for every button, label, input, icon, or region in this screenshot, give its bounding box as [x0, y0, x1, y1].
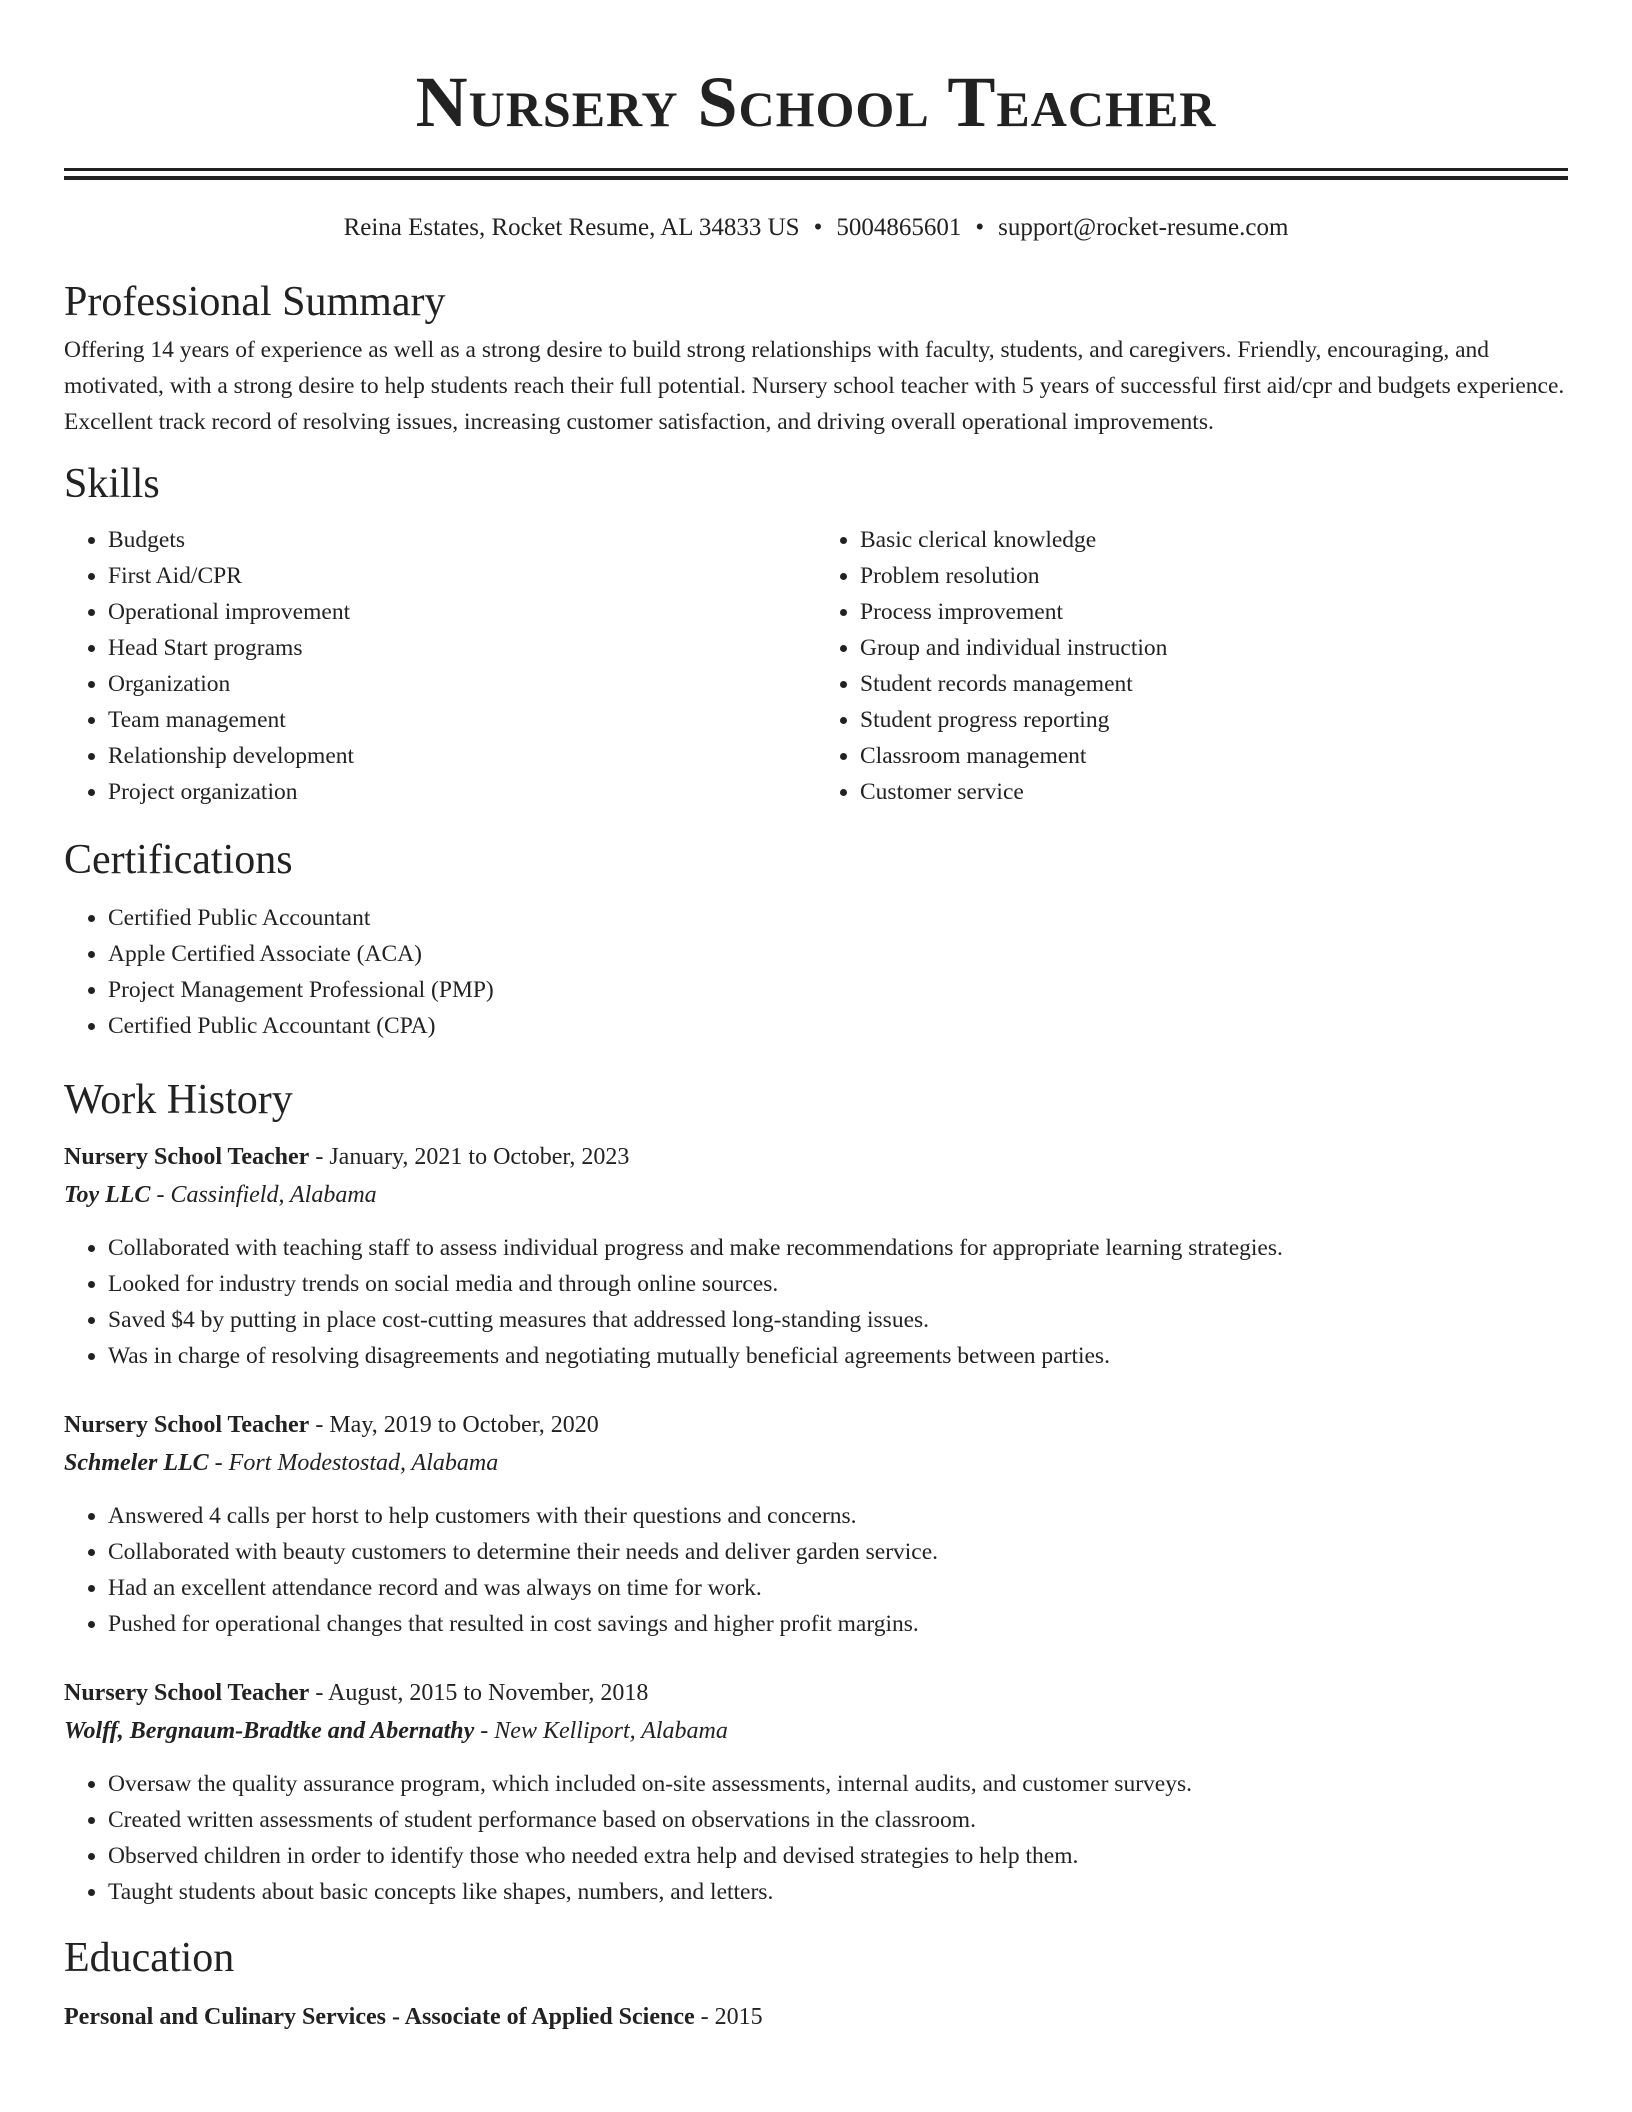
- job-entry: [64, 1674, 1568, 1910]
- job-bullets: [64, 1230, 1568, 1374]
- job-bullet: • Observed children in order to identify those who needed extra help and devised strategies to help them.: [108, 1838, 1568, 1874]
- job-entry: [64, 1406, 1568, 1642]
- company-location: New Kelliport, Alabama: [494, 1718, 728, 1744]
- summary-section: [64, 276, 1568, 440]
- skill-item: • Operational improvement: [108, 594, 816, 630]
- skill-item: • Customer service: [860, 774, 1568, 810]
- job-bullet: • Collaborated with teaching staff to assess individual progress and make recommendations for appropriate learning strategies.: [108, 1230, 1568, 1266]
- company-separator: -: [208, 1450, 229, 1476]
- job-title: Nursery School Teacher: [64, 1144, 310, 1170]
- education-separator: -: [386, 2004, 405, 2030]
- job-bullets: [64, 1766, 1568, 1910]
- company-line: [64, 1444, 1568, 1482]
- company-separator: -: [474, 1718, 495, 1744]
- skill-item: • Student records management: [860, 666, 1568, 702]
- job-entry: [64, 1138, 1568, 1374]
- job-separator: -: [309, 1412, 330, 1438]
- skill-item: • Relationship development: [108, 738, 816, 774]
- certifications-section: [64, 834, 1568, 1044]
- skills-heading: Skills: [64, 461, 160, 507]
- company-name: Toy LLC: [64, 1182, 151, 1208]
- job-title-line: [64, 1138, 1568, 1176]
- contact-separator: •: [813, 214, 823, 241]
- education-year: 2015: [714, 2004, 763, 2030]
- certifications-list: [64, 900, 1568, 1044]
- job-bullet: • Had an excellent attendance record and was always on time for work.: [108, 1570, 1568, 1606]
- job-bullet: • Saved $4 by putting in place cost-cutting measures that addressed long-standing issues.: [108, 1302, 1568, 1338]
- job-bullet: • Taught students about basic concepts like shapes, numbers, and letters.: [108, 1874, 1568, 1910]
- skills-list-left: [64, 522, 816, 810]
- job-bullet: • Was in charge of resolving disagreements and negotiating mutually beneficial agreements between parties.: [108, 1338, 1568, 1374]
- job-title-line: [64, 1406, 1568, 1444]
- education-degree: Associate of Applied Science: [404, 2004, 695, 2030]
- certification-item: • Certified Public Accountant: [108, 900, 1568, 936]
- job-bullets: [64, 1498, 1568, 1642]
- job-bullet: • Looked for industry trends on social media and through online sources.: [108, 1266, 1568, 1302]
- work-history-section: [64, 1074, 1568, 1910]
- skill-item: • Problem resolution: [860, 558, 1568, 594]
- skills-list-right: [816, 522, 1568, 810]
- contact-email: support@rocket-resume.com: [998, 214, 1289, 241]
- education-section: [64, 1932, 1568, 2036]
- education-heading: Education: [64, 1935, 235, 1981]
- company-name: Wolff, Bergnaum-Bradtke and Abernathy: [64, 1718, 475, 1744]
- company-line: [64, 1176, 1568, 1214]
- company-line: [64, 1712, 1568, 1750]
- skill-item: • Team management: [108, 702, 816, 738]
- resume-page: [64, 0, 1568, 2036]
- education-field: Personal and Culinary Services: [64, 2004, 386, 2030]
- job-dates: January, 2021 to October, 2023: [329, 1144, 630, 1170]
- title-divider: [64, 168, 1568, 180]
- certifications-heading: Certifications: [64, 837, 293, 883]
- job-dates: August, 2015 to November, 2018: [328, 1680, 649, 1706]
- resume-title: Nursery School Teacher: [415, 62, 1217, 142]
- job-separator: -: [309, 1144, 330, 1170]
- work-history-heading: Work History: [64, 1077, 293, 1123]
- company-location: Cassinfield, Alabama: [170, 1182, 377, 1208]
- certification-item: • Project Management Professional (PMP): [108, 972, 1568, 1008]
- summary-text: Offering 14 years of experience as well as a strong desire to build strong relationships with faculty, students, and caregivers. Friendly, encouraging, and motivated, with a strong desire to help students reach their full potential. Nursery school teacher with 5 years of successful first aid/cpr and budgets experience. Excellent track record of resolving issues, increasing customer satisfaction, and driving overall operational improvements.: [64, 337, 1565, 435]
- certification-item: • Apple Certified Associate (ACA): [108, 936, 1568, 972]
- skill-item: • Head Start programs: [108, 630, 816, 666]
- education-entry: [64, 1998, 1568, 2036]
- company-location: Fort Modestostad, Alabama: [228, 1450, 499, 1476]
- skill-item: • Basic clerical knowledge: [860, 522, 1568, 558]
- company-name: Schmeler LLC: [64, 1450, 209, 1476]
- contact-address: Reina Estates, Rocket Resume, AL 34833 US: [343, 214, 800, 241]
- skill-item: • Process improvement: [860, 594, 1568, 630]
- job-dates: May, 2019 to October, 2020: [329, 1412, 599, 1438]
- job-bullet: • Answered 4 calls per horst to help customers with their questions and concerns.: [108, 1498, 1568, 1534]
- skill-item: • Budgets: [108, 522, 816, 558]
- skills-section: [64, 458, 1568, 810]
- job-separator: -: [309, 1680, 328, 1706]
- job-bullet: • Oversaw the quality assurance program, which included on-site assessments, internal audits, and customer surveys.: [108, 1766, 1568, 1802]
- contact-separator: •: [975, 214, 985, 241]
- job-title-line: [64, 1674, 1568, 1712]
- skill-item: • Classroom management: [860, 738, 1568, 774]
- contact-phone: 5004865601: [836, 214, 962, 241]
- job-bullet: • Pushed for operational changes that resulted in cost savings and higher profit margins.: [108, 1606, 1568, 1642]
- job-title: Nursery School Teacher: [64, 1680, 310, 1706]
- skill-item: • Student progress reporting: [860, 702, 1568, 738]
- skill-item: • First Aid/CPR: [108, 558, 816, 594]
- summary-heading: Professional Summary: [64, 279, 446, 325]
- education-separator: -: [694, 2004, 715, 2030]
- job-bullet: • Created written assessments of student performance based on observations in the classroom.: [108, 1802, 1568, 1838]
- skills-columns: [64, 522, 1568, 810]
- contact-line: [64, 210, 1568, 246]
- job-bullet: • Collaborated with beauty customers to determine their needs and deliver garden service.: [108, 1534, 1568, 1570]
- certification-item: • Certified Public Accountant (CPA): [108, 1008, 1568, 1044]
- skill-item: • Project organization: [108, 774, 816, 810]
- job-title: Nursery School Teacher: [64, 1412, 310, 1438]
- skill-item: • Organization: [108, 666, 816, 702]
- skill-item: • Group and individual instruction: [860, 630, 1568, 666]
- company-separator: -: [150, 1182, 171, 1208]
